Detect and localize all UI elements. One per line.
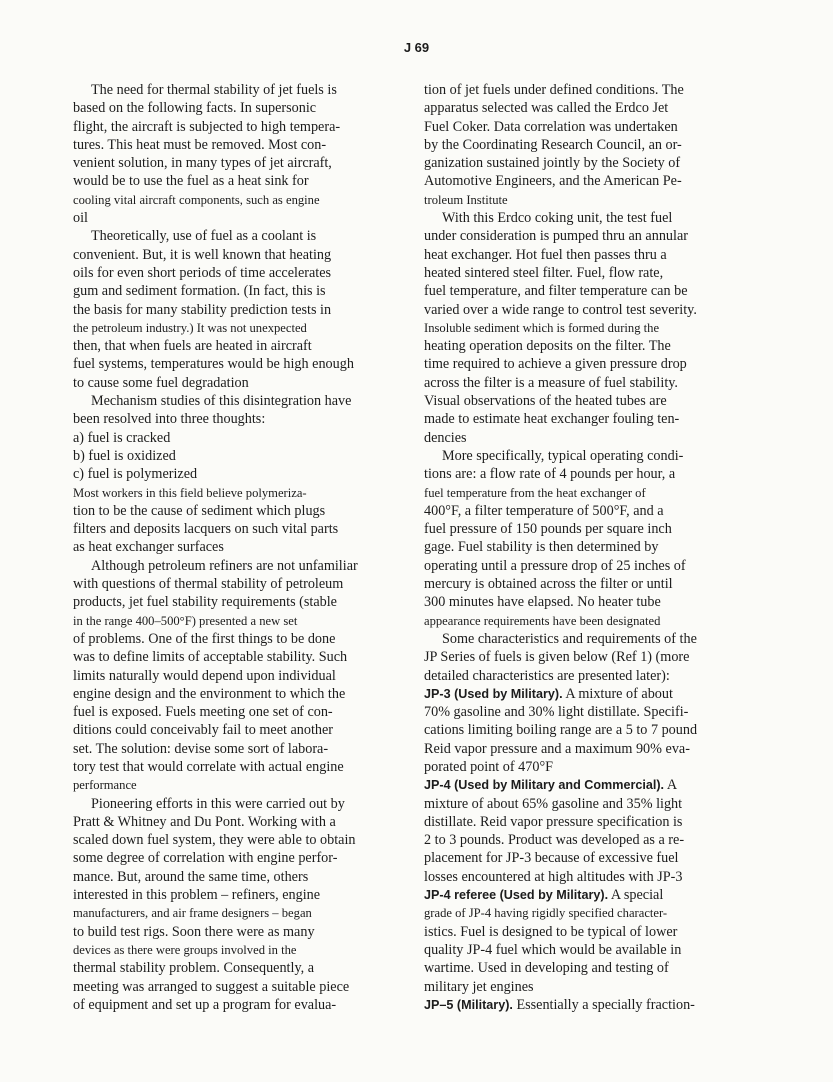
text-line-content: fuel is exposed. Fuels meeting one set of con- (73, 704, 333, 721)
text-line (73, 813, 393, 831)
text-line (73, 630, 393, 648)
text-line-content: quality JP-4 fuel which would be available in (424, 941, 682, 958)
text-line-content: ganization sustained jointly by the Society of (424, 155, 681, 172)
text-line (73, 337, 393, 355)
text-line (73, 520, 393, 538)
text-line (424, 264, 736, 282)
text-line-content: flight, the aircraft is subjected to high tempera- (73, 118, 341, 135)
text-line (73, 227, 393, 245)
text-line (424, 904, 736, 922)
text-line (73, 264, 393, 282)
text-line-content: tion to be the cause of sediment which plugs (73, 502, 326, 519)
text-line (424, 118, 736, 136)
text-line (73, 99, 393, 117)
text-line (424, 575, 736, 593)
text-line-content: appearance requirements have been designated (424, 613, 661, 628)
text-line (424, 886, 736, 904)
page-header: J 69 (403, 40, 430, 55)
text-line (424, 996, 736, 1014)
text-line (73, 465, 393, 483)
text-line-content: then, that when fuels are heated in aircraft (73, 338, 312, 355)
text-line (424, 593, 736, 611)
text-line-content: Most workers in this field believe polymeriza- (73, 485, 307, 500)
text-line-content: varied over a wide range to control test severity. (424, 301, 697, 318)
text-line-content: heating operation deposits on the filter. The (424, 338, 671, 355)
text-line (73, 849, 393, 867)
text-line-content: set. The solution: devise some sort of labora- (73, 740, 329, 757)
text-line-content: Pioneering efforts in this were carried out by (91, 795, 345, 812)
text-line (73, 886, 393, 904)
text-line (73, 484, 393, 502)
text-line (424, 465, 736, 483)
text-line (424, 849, 736, 867)
text-line (73, 959, 393, 977)
text-line (424, 191, 736, 209)
text-line (424, 959, 736, 977)
right-text-column (424, 81, 736, 1014)
text-line-content: some degree of correlation with engine perfor- (73, 850, 338, 867)
text-line (424, 282, 736, 300)
text-line (424, 520, 736, 538)
text-line (73, 282, 393, 300)
text-line (424, 813, 736, 831)
text-line (424, 868, 736, 886)
text-line-content: gum and sediment formation. (In fact, this is (73, 283, 326, 300)
text-line (424, 776, 736, 794)
text-line-content: A special (608, 887, 664, 904)
text-line (73, 301, 393, 319)
text-line (73, 209, 393, 227)
text-line-content: manufacturers, and air frame designers – began (73, 906, 312, 921)
text-line-content: Fuel Coker. Data correlation was undertaken (424, 118, 678, 135)
text-line-content: Although petroleum refiners are not unfamiliar (91, 557, 358, 574)
text-line (73, 154, 393, 172)
text-line-content: made to estimate heat exchanger fouling ten- (424, 411, 680, 428)
text-line-content: in the range 400–500°F) presented a new set (73, 613, 298, 628)
text-line (424, 557, 736, 575)
text-line-content: 2 to 3 pounds. Product was developed as a re- (424, 832, 685, 849)
text-line (73, 575, 393, 593)
text-line (424, 99, 736, 117)
text-line-content: been resolved into three thoughts: (73, 411, 266, 428)
text-line-content: A (664, 777, 678, 794)
text-line-content: Pratt & Whitney and Du Pont. Working with a (73, 813, 336, 830)
text-line (73, 538, 393, 556)
text-line (424, 612, 736, 630)
text-line (73, 136, 393, 154)
text-line (73, 740, 393, 758)
text-line (73, 557, 393, 575)
text-line (424, 301, 736, 319)
text-line-content: istics. Fuel is designed to be typical of lower (424, 923, 678, 940)
text-line (424, 209, 736, 227)
text-line (424, 374, 736, 392)
text-line (424, 319, 736, 337)
text-line-content: 400°F, a filter temperature of 500°F, and a (424, 502, 664, 519)
text-line-content: fuel systems, temperatures would be high enough (73, 356, 354, 373)
text-line-content: 300 minutes have elapsed. No heater tube (424, 594, 661, 611)
text-line-content: performance (73, 778, 137, 793)
text-line (73, 429, 393, 447)
text-line-content: military jet engines (424, 978, 534, 995)
text-line-content: grade of JP-4 having rigidly specified character- (424, 906, 668, 921)
text-line-content: Mechanism studies of this disintegration have (91, 393, 352, 410)
text-line-content: fuel pressure of 150 pounds per square inch (424, 521, 672, 538)
text-line (424, 484, 736, 502)
text-line (73, 996, 393, 1014)
text-line-content: placement for JP-3 because of excessive fuel (424, 850, 679, 867)
text-line (424, 795, 736, 813)
text-line (73, 612, 393, 630)
text-line (73, 776, 393, 794)
text-line (73, 923, 393, 941)
text-line (73, 721, 393, 739)
text-line-content: gage. Fuel stability is then determined by (424, 539, 659, 556)
text-line-content: mance. But, around the same time, others (73, 868, 309, 885)
text-line (73, 648, 393, 666)
text-line (73, 392, 393, 410)
text-line-content: Reid vapor pressure and a maximum 90% eva- (424, 740, 690, 757)
text-line-content: tions are: a flow rate of 4 pounds per hour, a (424, 466, 676, 483)
text-line-content: mixture of about 65% gasoline and 35% light (424, 795, 683, 812)
text-line-content: to build test rigs. Soon there were as many (73, 923, 315, 940)
text-line-content: ditions could conceivably fail to meet another (73, 722, 334, 739)
text-line-content: cations limiting boiling range are a 5 to 7 pound (424, 722, 698, 739)
text-line (73, 191, 393, 209)
text-line-content: A mixture of about (562, 685, 673, 702)
text-line-content: Visual observations of the heated tubes are (424, 393, 667, 410)
text-line-content: as heat exchanger surfaces (73, 539, 224, 556)
text-line (73, 667, 393, 685)
text-line-content: tory test that would correlate with actual engine (73, 758, 344, 775)
text-line-content: dencies (424, 429, 467, 446)
text-line-content: operating until a pressure drop of 25 inches of (424, 557, 686, 574)
text-line (424, 648, 736, 666)
text-line-content: losses encountered at high altitudes with JP-3 (424, 868, 683, 885)
text-line (73, 593, 393, 611)
text-line (424, 355, 736, 373)
fuel-grade-label: JP-4 referee (Used by Military). (424, 888, 609, 903)
text-line-content: thermal stability problem. Consequently, a (73, 960, 315, 977)
text-line-content: meeting was arranged to suggest a suitable piece (73, 978, 350, 995)
text-line-content: interested in this problem – refiners, engine (73, 887, 321, 904)
text-line (424, 136, 736, 154)
text-line (73, 795, 393, 813)
text-line (424, 227, 736, 245)
text-line (424, 154, 736, 172)
text-line-content: limits naturally would depend upon individual (73, 667, 336, 684)
text-line-content: oil (73, 210, 88, 227)
text-line (424, 721, 736, 739)
text-line (424, 172, 736, 190)
text-line-content: wartime. Used in developing and testing of (424, 960, 669, 977)
text-line-content: tures. This heat must be removed. Most con- (73, 136, 327, 153)
text-line (73, 118, 393, 136)
text-line-content: fuel temperature, and filter temperature can be (424, 283, 688, 300)
text-line-content: Automotive Engineers, and the American Pe- (424, 173, 682, 190)
text-line-content: venient solution, in many types of jet aircraft, (73, 155, 332, 172)
text-line (424, 685, 736, 703)
text-line-content: to cause some fuel degradation (73, 374, 249, 391)
text-line-content: products, jet fuel stability requirements (stable (73, 594, 337, 611)
text-line-content: tion of jet fuels under defined conditions. The (424, 82, 684, 98)
text-line (424, 392, 736, 410)
text-line-content: based on the following facts. In supersonic (73, 100, 317, 117)
left-text-column (73, 81, 393, 1014)
text-line-content: fuel temperature from the heat exchanger of (424, 485, 646, 500)
text-line (73, 410, 393, 428)
text-line-content: scaled down fuel system, they were able to obtain (73, 832, 356, 849)
text-line (424, 758, 736, 776)
text-line-content: across the filter is a measure of fuel stability. (424, 374, 678, 391)
text-line-content: would be to use the fuel as a heat sink for (73, 173, 309, 190)
text-line-content: of equipment and set up a program for evalua- (73, 996, 337, 1013)
fuel-grade-label: JP–5 (Military). (424, 997, 513, 1012)
text-line (424, 978, 736, 996)
text-line-content: a) fuel is cracked (73, 429, 171, 446)
text-line (424, 703, 736, 721)
text-line-content: devices as there were groups involved in the (73, 942, 297, 957)
text-line (424, 502, 736, 520)
text-line (424, 831, 736, 849)
text-line-content: Insoluble sediment which is formed during the (424, 320, 660, 335)
text-line-content: engine design and the environment to which the (73, 685, 346, 702)
text-line (73, 941, 393, 959)
text-line-content: distillate. Reid vapor pressure specification is (424, 813, 683, 830)
text-line (73, 703, 393, 721)
text-line-content: cooling vital aircraft components, such as engine (73, 192, 320, 207)
text-line (424, 81, 736, 99)
text-line (424, 447, 736, 465)
text-line-content: heat exchanger. Hot fuel then passes thru a (424, 246, 667, 263)
text-line (424, 410, 736, 428)
text-line-content: c) fuel is polymerized (73, 466, 198, 483)
text-line-content: apparatus selected was called the Erdco Jet (424, 100, 669, 117)
text-line-content: the petroleum industry.) It was not unexpected (73, 320, 307, 335)
text-line (73, 355, 393, 373)
text-line-content: of problems. One of the first things to be done (73, 630, 336, 647)
text-line (424, 923, 736, 941)
text-line-content: mercury is obtained across the filter or until (424, 576, 673, 593)
text-line-content: troleum Institute (424, 192, 508, 207)
text-line (73, 685, 393, 703)
text-line-content: under consideration is pumped thru an annular (424, 228, 688, 245)
text-line (73, 81, 393, 99)
text-line-content: b) fuel is oxidized (73, 447, 176, 464)
text-line-content: Essentially a specially fraction- (512, 996, 695, 1013)
text-line (73, 319, 393, 337)
text-line-content: The need for thermal stability of jet fuels is (91, 82, 337, 98)
text-line (424, 538, 736, 556)
text-line-content: was to define limits of acceptable stability. Such (73, 649, 348, 666)
text-line-content: convenient. But, it is well known that heating (73, 246, 332, 263)
text-line-content: Some characteristics and requirements of the (442, 630, 697, 647)
fuel-grade-label: JP-3 (Used by Military). (424, 686, 563, 701)
text-line (424, 630, 736, 648)
text-line (73, 246, 393, 264)
text-line-content: With this Erdco coking unit, the test fuel (442, 210, 673, 227)
text-line (424, 337, 736, 355)
text-line (424, 740, 736, 758)
text-line-content: filters and deposits lacquers on such vital parts (73, 521, 339, 538)
text-line (73, 447, 393, 465)
text-line (424, 667, 736, 685)
text-line (73, 758, 393, 776)
text-line (73, 978, 393, 996)
text-line-content: JP Series of fuels is given below (Ref 1) (more (424, 649, 690, 666)
text-line-content: 70% gasoline and 30% light distillate. Specifi- (424, 704, 689, 721)
text-line (73, 172, 393, 190)
text-line-content: oils for even short periods of time accelerates (73, 264, 332, 281)
text-line-content: More specifically, typical operating condi- (442, 447, 684, 464)
text-line-content: heated sintered steel filter. Fuel, flow rate, (424, 264, 664, 281)
fuel-grade-label: JP-4 (Used by Military and Commercial). (424, 778, 665, 793)
text-line-content: by the Coordinating Research Council, an or- (424, 136, 682, 153)
text-line (73, 904, 393, 922)
text-line-content: Theoretically, use of fuel as a coolant is (91, 228, 317, 245)
text-line-content: with questions of thermal stability of petroleum (73, 576, 344, 593)
text-line (73, 374, 393, 392)
text-line-content: porated point of 470°F (424, 758, 554, 775)
text-line-content: the basis for many stability prediction tests in (73, 301, 332, 318)
text-line (73, 831, 393, 849)
text-line-content: detailed characteristics are presented later): (424, 667, 670, 684)
text-line (424, 941, 736, 959)
text-line-content: time required to achieve a given pressure drop (424, 356, 687, 373)
text-line (424, 429, 736, 447)
text-line (73, 502, 393, 520)
text-line (73, 868, 393, 886)
text-line (424, 246, 736, 264)
